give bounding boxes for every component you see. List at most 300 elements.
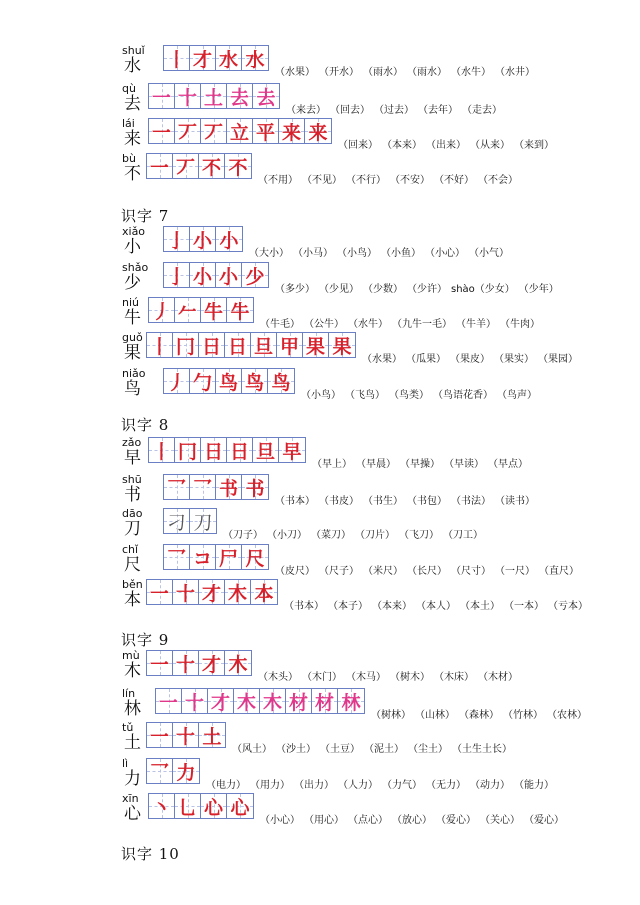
word-list bbox=[258, 171, 522, 186]
word-item: （小马） bbox=[293, 248, 333, 259]
pinyin: lái bbox=[122, 117, 135, 130]
stroke-glyph: 才 bbox=[201, 582, 221, 604]
stroke-order-grid bbox=[146, 722, 226, 748]
word-item: （小气） bbox=[469, 248, 509, 259]
stroke-glyph: 旦 bbox=[253, 335, 273, 357]
stroke-glyph: 木 bbox=[227, 582, 247, 604]
stroke-cell bbox=[164, 227, 190, 251]
word-item: （书皮） bbox=[319, 496, 359, 507]
word-item: （鸟类） bbox=[389, 390, 429, 401]
character: 牛 bbox=[124, 308, 141, 328]
word-item: （牛肉） bbox=[500, 319, 540, 330]
stroke-cell bbox=[164, 369, 190, 393]
stroke-cell bbox=[199, 154, 225, 178]
pinyin: shū bbox=[122, 473, 142, 486]
stroke-glyph: 丿 bbox=[151, 300, 171, 322]
character: 去 bbox=[124, 94, 141, 114]
word-item: （水果） bbox=[362, 354, 402, 365]
word-item: （少见） bbox=[319, 284, 359, 295]
word-item: （森林） bbox=[459, 710, 499, 721]
pinyin: qù bbox=[122, 82, 136, 95]
word-item: （少数） bbox=[363, 284, 403, 295]
stroke-cell bbox=[253, 84, 279, 108]
pinyin: shuǐ bbox=[122, 44, 145, 57]
pinyin: běn bbox=[122, 578, 143, 591]
stroke-order-grid bbox=[148, 793, 254, 819]
word-item: （风土） bbox=[232, 744, 272, 755]
pinyin: xiǎo bbox=[122, 225, 146, 238]
stroke-cell bbox=[175, 298, 201, 322]
pinyin: tǔ bbox=[122, 721, 134, 734]
word-item: （土豆） bbox=[320, 744, 360, 755]
stroke-cell bbox=[175, 119, 201, 143]
word-item: （多少） bbox=[275, 284, 315, 295]
word-item: （开水） bbox=[319, 67, 359, 78]
character: 少 bbox=[124, 273, 141, 293]
stroke-cell bbox=[173, 580, 199, 604]
word-item: （树木） bbox=[390, 672, 430, 683]
word-list bbox=[275, 562, 583, 577]
stroke-cell bbox=[253, 119, 279, 143]
stroke-cell bbox=[164, 263, 190, 287]
stroke-glyph: 十 bbox=[177, 86, 197, 108]
stroke-order-grid bbox=[163, 368, 295, 394]
stroke-cell bbox=[147, 580, 173, 604]
stroke-glyph: 小 bbox=[192, 229, 212, 251]
stroke-glyph: 本 bbox=[254, 582, 274, 604]
word-list bbox=[275, 63, 539, 78]
word-item: （小刀） bbox=[267, 530, 307, 541]
section-title: 识字 10 bbox=[121, 845, 180, 863]
stroke-cell bbox=[199, 723, 225, 747]
stroke-cell bbox=[242, 475, 268, 499]
word-item: （飞鸟） bbox=[345, 390, 385, 401]
word-item: （水果） bbox=[275, 67, 315, 78]
stroke-glyph: 小 bbox=[218, 265, 238, 287]
stroke-glyph: 材 bbox=[288, 691, 308, 713]
word-item: （书包） bbox=[407, 496, 447, 507]
stroke-cell bbox=[201, 119, 227, 143]
stroke-order-grid bbox=[146, 153, 252, 179]
stroke-cell bbox=[227, 84, 253, 108]
stroke-cell bbox=[147, 759, 173, 783]
stroke-cell bbox=[156, 689, 182, 713]
word-item: （皮尺） bbox=[275, 566, 315, 577]
stroke-cell bbox=[277, 333, 303, 357]
stroke-cell bbox=[173, 154, 199, 178]
word-list bbox=[232, 740, 516, 755]
stroke-glyph: 冂 bbox=[177, 440, 197, 462]
pinyin: mù bbox=[122, 649, 140, 662]
section-title: 识字 8 bbox=[121, 416, 170, 434]
character: 不 bbox=[124, 164, 141, 184]
stroke-glyph: 一 bbox=[151, 86, 171, 108]
character: 来 bbox=[124, 129, 141, 149]
word-list bbox=[275, 492, 539, 507]
word-item: （无力） bbox=[426, 780, 466, 791]
word-item: （电力） bbox=[206, 780, 246, 791]
pinyin: niú bbox=[122, 296, 139, 309]
stroke-glyph: 日 bbox=[203, 440, 223, 462]
word-item: （一尺） bbox=[495, 566, 535, 577]
word-item: （小心） bbox=[260, 815, 300, 826]
stroke-glyph: 十 bbox=[175, 725, 195, 747]
word-item: （动力） bbox=[470, 780, 510, 791]
word-item: （人力） bbox=[338, 780, 378, 791]
word-item: （刀子） bbox=[223, 530, 263, 541]
stroke-glyph: 果 bbox=[332, 335, 352, 357]
stroke-glyph: 亅 bbox=[166, 265, 186, 287]
stroke-cell bbox=[216, 475, 242, 499]
word-item: （书法） bbox=[451, 496, 491, 507]
word-item: （本土） bbox=[460, 601, 500, 612]
stroke-cell bbox=[251, 580, 277, 604]
character: 水 bbox=[124, 56, 141, 76]
stroke-cell bbox=[242, 263, 268, 287]
pinyin: lín bbox=[122, 687, 136, 700]
word-item: （回来） bbox=[338, 140, 378, 151]
stroke-glyph: 不 bbox=[201, 156, 221, 178]
character: 尺 bbox=[124, 555, 141, 575]
stroke-cell bbox=[201, 298, 227, 322]
character: 心 bbox=[124, 804, 141, 824]
stroke-order-grid bbox=[148, 83, 280, 109]
word-item: （刀片） bbox=[355, 530, 395, 541]
stroke-glyph: 尸 bbox=[218, 547, 238, 569]
stroke-cell bbox=[242, 545, 268, 569]
stroke-glyph: 一 bbox=[149, 653, 169, 675]
stroke-glyph: 材 bbox=[314, 691, 334, 713]
section-title: 识字 7 bbox=[121, 207, 170, 225]
word-item: （尺子） bbox=[319, 566, 359, 577]
stroke-glyph: 木 bbox=[262, 691, 282, 713]
stroke-glyph: 牛 bbox=[230, 300, 250, 322]
stroke-glyph: 冂 bbox=[175, 335, 195, 357]
stroke-glyph: 亅 bbox=[166, 229, 186, 251]
stroke-glyph: 水 bbox=[218, 48, 238, 70]
word-item: （九牛一毛） bbox=[392, 319, 452, 330]
stroke-order-grid bbox=[146, 758, 200, 784]
word-item: （来到） bbox=[514, 140, 554, 151]
word-item: （早晨） bbox=[356, 459, 396, 470]
stroke-cell bbox=[279, 438, 305, 462]
pinyin: zǎo bbox=[122, 436, 142, 449]
stroke-cell bbox=[164, 545, 190, 569]
word-item: （过去） bbox=[374, 105, 414, 116]
character: 鸟 bbox=[124, 379, 141, 399]
stroke-order-grid bbox=[163, 544, 269, 570]
stroke-glyph: 乛 bbox=[192, 477, 212, 499]
stroke-glyph: 来 bbox=[281, 121, 301, 143]
stroke-glyph: コ bbox=[192, 547, 212, 569]
stroke-glyph: 十 bbox=[175, 653, 195, 675]
stroke-cell bbox=[199, 651, 225, 675]
stroke-cell bbox=[216, 46, 242, 70]
stroke-glyph: 林 bbox=[341, 691, 361, 713]
stroke-cell bbox=[190, 227, 216, 251]
word-list bbox=[275, 280, 563, 295]
word-item: （早上） bbox=[312, 459, 352, 470]
word-item: （果皮） bbox=[450, 354, 490, 365]
word-item: （木床） bbox=[434, 672, 474, 683]
word-list bbox=[206, 776, 558, 791]
stroke-cell bbox=[147, 154, 173, 178]
stroke-cell bbox=[268, 369, 294, 393]
stroke-cell bbox=[242, 46, 268, 70]
stroke-cell bbox=[242, 369, 268, 393]
stroke-cell bbox=[175, 84, 201, 108]
word-list bbox=[301, 386, 541, 401]
stroke-order-grid bbox=[148, 437, 306, 463]
word-item: （用心） bbox=[304, 815, 344, 826]
word-item: （小鱼） bbox=[381, 248, 421, 259]
word-item: （爱心） bbox=[524, 815, 564, 826]
stroke-glyph: 书 bbox=[218, 477, 238, 499]
word-item: （少许） bbox=[407, 284, 447, 295]
word-item: （山林） bbox=[415, 710, 455, 721]
stroke-glyph: 日 bbox=[227, 335, 247, 357]
word-list bbox=[260, 315, 544, 330]
word-item: （不会） bbox=[478, 175, 518, 186]
word-item: （尘土） bbox=[408, 744, 448, 755]
word-item: （书生） bbox=[363, 496, 403, 507]
stroke-glyph: 小 bbox=[219, 229, 239, 251]
word-item: （不行） bbox=[346, 175, 386, 186]
word-item: （不安） bbox=[390, 175, 430, 186]
word-item: （点心） bbox=[348, 815, 388, 826]
word-item: （本人） bbox=[416, 601, 456, 612]
word-item: （鸟声） bbox=[497, 390, 537, 401]
stroke-order-grid bbox=[146, 579, 278, 605]
word-item: （小鸟） bbox=[301, 390, 341, 401]
word-item: （出力） bbox=[294, 780, 334, 791]
pinyin: dāo bbox=[122, 507, 143, 520]
stroke-cell bbox=[149, 794, 175, 818]
stroke-cell bbox=[199, 580, 225, 604]
word-item: （泥土） bbox=[364, 744, 404, 755]
stroke-cell bbox=[164, 509, 190, 533]
stroke-glyph: 丆 bbox=[175, 156, 195, 178]
stroke-glyph: 一 bbox=[151, 121, 171, 143]
pinyin: shǎo bbox=[122, 261, 149, 274]
stroke-order-grid bbox=[146, 332, 356, 358]
stroke-glyph: 十 bbox=[175, 582, 195, 604]
pinyin: lì bbox=[122, 757, 129, 770]
character: 早 bbox=[124, 448, 141, 468]
word-item: （不见） bbox=[302, 175, 342, 186]
stroke-glyph: 尺 bbox=[245, 547, 265, 569]
character: 木 bbox=[124, 661, 141, 681]
stroke-order-grid bbox=[148, 118, 332, 144]
stroke-order-grid bbox=[163, 45, 269, 71]
stroke-cell bbox=[338, 689, 364, 713]
word-item: （水牛） bbox=[451, 67, 491, 78]
character: 力 bbox=[124, 769, 141, 789]
word-item: （一本） bbox=[504, 601, 544, 612]
stroke-glyph: 十 bbox=[184, 691, 204, 713]
stroke-cell bbox=[173, 759, 199, 783]
word-item: （沙土） bbox=[276, 744, 316, 755]
word-item: （回去） bbox=[330, 105, 370, 116]
word-item: （关心） bbox=[480, 815, 520, 826]
stroke-cell bbox=[175, 794, 201, 818]
word-item: （树林） bbox=[371, 710, 411, 721]
word-item: （雨水） bbox=[363, 67, 403, 78]
word-item: （从来） bbox=[470, 140, 510, 151]
stroke-glyph: 不 bbox=[228, 156, 248, 178]
word-item: （本来） bbox=[372, 601, 412, 612]
stroke-cell bbox=[173, 723, 199, 747]
pinyin: xīn bbox=[122, 792, 139, 805]
stroke-glyph: 乛 bbox=[166, 547, 186, 569]
word-list bbox=[258, 668, 522, 683]
stroke-glyph: 鸟 bbox=[218, 371, 238, 393]
word-item: （农林） bbox=[547, 710, 587, 721]
stroke-glyph: 早 bbox=[282, 440, 302, 462]
stroke-cell bbox=[147, 333, 173, 357]
word-item: （来去） bbox=[286, 105, 326, 116]
word-list bbox=[249, 244, 513, 259]
word-list bbox=[260, 811, 568, 826]
stroke-cell bbox=[190, 509, 216, 533]
stroke-glyph: 一 bbox=[149, 582, 169, 604]
stroke-glyph: 少 bbox=[245, 265, 265, 287]
stroke-glyph: 丿 bbox=[166, 371, 186, 393]
stroke-cell bbox=[147, 723, 173, 747]
stroke-cell bbox=[329, 333, 355, 357]
stroke-cell bbox=[164, 46, 190, 70]
pinyin: guǒ bbox=[122, 331, 143, 344]
stroke-glyph: 丨 bbox=[149, 335, 169, 357]
stroke-cell bbox=[216, 369, 242, 393]
stroke-cell bbox=[175, 438, 201, 462]
stroke-order-grid bbox=[148, 297, 254, 323]
word-list bbox=[286, 101, 506, 116]
word-item: （能力） bbox=[514, 780, 554, 791]
stroke-glyph: 一 bbox=[149, 725, 169, 747]
section-title: 识字 9 bbox=[121, 631, 170, 649]
character: 本 bbox=[124, 590, 141, 610]
stroke-glyph: 丨 bbox=[166, 48, 186, 70]
word-item: （直尺） bbox=[539, 566, 579, 577]
word-item: （鸟语花香） bbox=[433, 390, 493, 401]
character: 小 bbox=[124, 237, 141, 257]
stroke-glyph: 小 bbox=[192, 265, 212, 287]
stroke-glyph: 乛 bbox=[166, 477, 186, 499]
stroke-cell bbox=[253, 438, 279, 462]
stroke-glyph: 平 bbox=[255, 121, 275, 143]
word-item: （力气） bbox=[382, 780, 422, 791]
stroke-order-grid bbox=[163, 508, 217, 534]
stroke-cell bbox=[190, 369, 216, 393]
stroke-cell bbox=[199, 333, 225, 357]
stroke-cell bbox=[173, 651, 199, 675]
word-item: （菜刀） bbox=[311, 530, 351, 541]
stroke-glyph: 才 bbox=[201, 653, 221, 675]
stroke-cell bbox=[164, 475, 190, 499]
word-item: （小心） bbox=[425, 248, 465, 259]
word-item: （少年） bbox=[518, 284, 559, 295]
stroke-glyph: 书 bbox=[245, 477, 265, 499]
pinyin: bù bbox=[122, 152, 136, 165]
stroke-cell bbox=[190, 475, 216, 499]
character: 刀 bbox=[124, 519, 141, 539]
stroke-cell bbox=[279, 119, 305, 143]
stroke-glyph: 刀 bbox=[193, 511, 213, 533]
stroke-cell bbox=[149, 84, 175, 108]
word-item: （书本） bbox=[275, 496, 315, 507]
stroke-cell bbox=[225, 333, 251, 357]
stroke-order-grid bbox=[146, 650, 252, 676]
stroke-cell bbox=[225, 651, 251, 675]
word-item: （亏本） bbox=[548, 601, 588, 612]
character: 土 bbox=[124, 733, 141, 753]
stroke-glyph: 日 bbox=[229, 440, 249, 462]
stroke-cell bbox=[182, 689, 208, 713]
stroke-glyph: 勹 bbox=[192, 371, 212, 393]
stroke-glyph: 乛 bbox=[149, 761, 169, 783]
stroke-cell bbox=[190, 46, 216, 70]
stroke-cell bbox=[225, 154, 251, 178]
word-item: （早点） bbox=[488, 459, 528, 470]
word-item: （水井） bbox=[495, 67, 535, 78]
word-item: （爱心） bbox=[436, 815, 476, 826]
word-item: （水牛） bbox=[348, 319, 388, 330]
stroke-glyph: 一 bbox=[158, 691, 178, 713]
stroke-glyph: 去 bbox=[229, 86, 249, 108]
stroke-glyph: 力 bbox=[176, 761, 196, 783]
word-item: （去年） bbox=[418, 105, 458, 116]
stroke-cell bbox=[227, 438, 253, 462]
character: 果 bbox=[124, 343, 141, 363]
character: 林 bbox=[124, 699, 141, 719]
pinyin: chǐ bbox=[122, 543, 139, 556]
word-item: （早操） bbox=[400, 459, 440, 470]
stroke-cell bbox=[234, 689, 260, 713]
stroke-glyph: 丆 bbox=[177, 121, 197, 143]
stroke-cell bbox=[190, 263, 216, 287]
stroke-glyph: 牛 bbox=[203, 300, 223, 322]
stroke-order-grid bbox=[163, 262, 269, 288]
stroke-glyph: 果 bbox=[305, 335, 325, 357]
stroke-cell bbox=[216, 227, 242, 251]
word-list bbox=[223, 526, 487, 541]
word-item: （放心） bbox=[392, 815, 432, 826]
stroke-order-grid bbox=[155, 688, 365, 714]
stroke-cell bbox=[305, 119, 331, 143]
word-item: shào（少女） bbox=[451, 284, 515, 295]
stroke-glyph: 才 bbox=[210, 691, 230, 713]
stroke-glyph: 木 bbox=[228, 653, 248, 675]
pinyin: niǎo bbox=[122, 367, 146, 380]
stroke-cell bbox=[208, 689, 234, 713]
word-item: （早读） bbox=[444, 459, 484, 470]
stroke-glyph: 𠂉 bbox=[177, 300, 197, 322]
stroke-cell bbox=[312, 689, 338, 713]
stroke-glyph: 丆 bbox=[203, 121, 223, 143]
stroke-cell bbox=[173, 333, 199, 357]
stroke-cell bbox=[227, 794, 253, 818]
stroke-glyph: 鸟 bbox=[271, 371, 291, 393]
stroke-cell bbox=[227, 298, 253, 322]
stroke-cell bbox=[303, 333, 329, 357]
stroke-cell bbox=[227, 119, 253, 143]
word-item: （土生土长） bbox=[452, 744, 512, 755]
stroke-glyph: 土 bbox=[203, 86, 223, 108]
stroke-glyph: 日 bbox=[201, 335, 221, 357]
stroke-cell bbox=[225, 580, 251, 604]
word-item: （走去） bbox=[462, 105, 502, 116]
